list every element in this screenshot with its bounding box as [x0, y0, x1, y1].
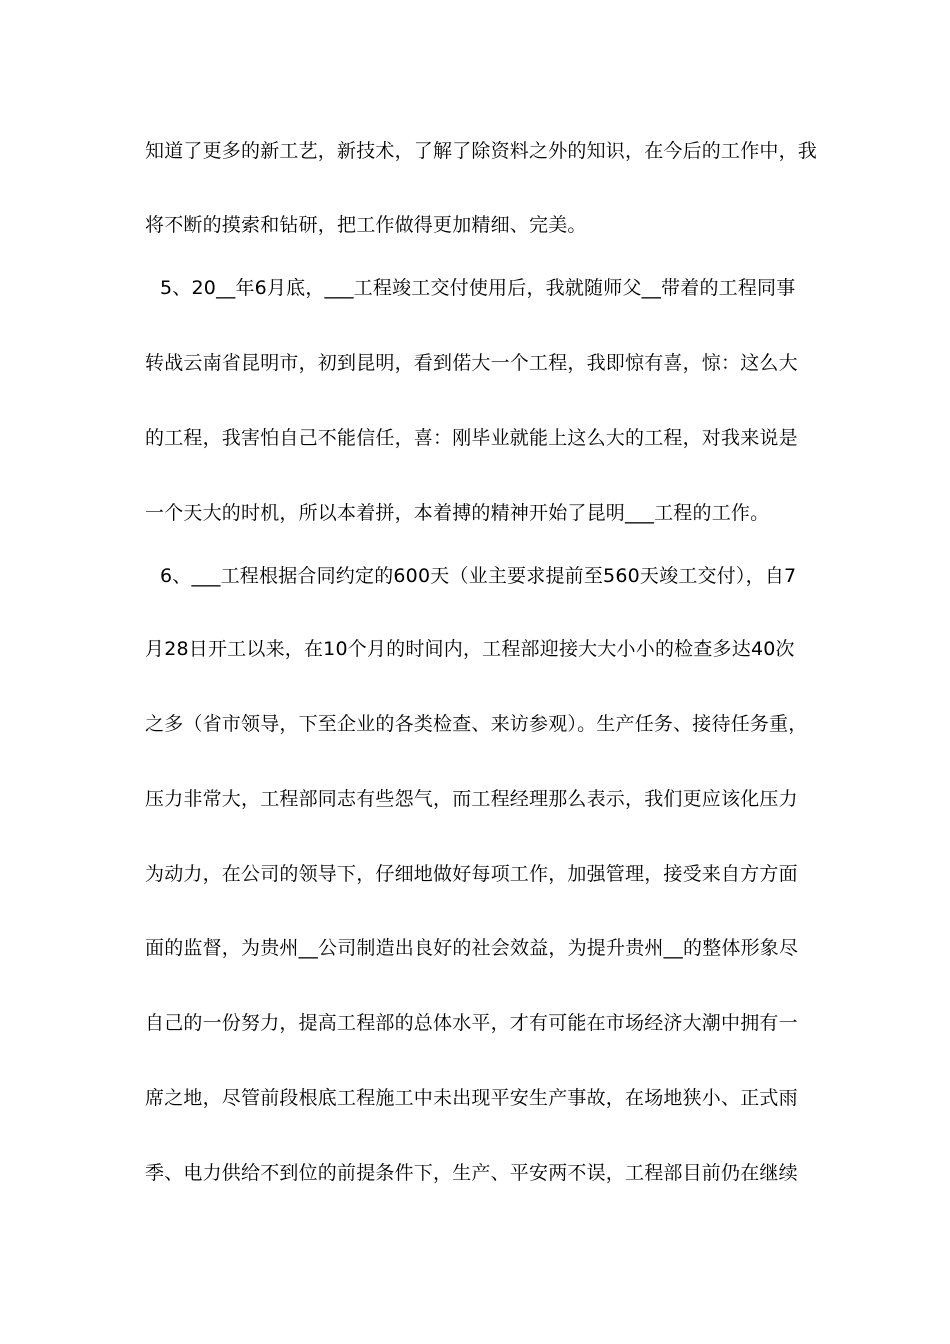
text-line: 为动力，在公司的领导下，仔细地做好每项工作，加强管理，接受来自方方面: [145, 863, 798, 885]
text-line: 一个天大的时机，所以本着拼，本着搏的精神开始了昆明___工程的工作。: [145, 502, 770, 524]
text-line: 之多（省市领导，下至企业的各类检查、来访参观）。生产任务、接待任务重，: [145, 713, 808, 735]
paragraph-6-first-line: 6、___工程根据合同约定的600天（业主要求提前至560天竣工交付），自7: [160, 565, 797, 587]
text-line: 面的监督，为贵州__公司制造出良好的社会效益，为提升贵州__的整体形象尽: [145, 937, 799, 959]
text-line: 季、电力供给不到位的前提条件下，生产、平安两不误，工程部目前仍在继续: [145, 1162, 798, 1184]
text-line: 自己的一份努力，提高工程部的总体水平，才有可能在市场经济大潮中拥有一: [145, 1012, 798, 1034]
text-line: 知道了更多的新工艺，新技术，了解了除资料之外的知识，在今后的工作中，我: [145, 140, 818, 162]
text-line: 的工程，我害怕自己不能信任，喜：刚毕业就能上这么大的工程，对我来说是: [145, 427, 798, 449]
paragraph-5-first-line: 5、20__年6月底，___工程竣工交付使用后，我就随师父__带着的工程同事: [160, 277, 796, 299]
text-line: 压力非常大，工程部同志有些怨气，而工程经理那么表示，我们更应该化压力: [145, 788, 798, 810]
text-line: 月28日开工以来，在10个月的时间内，工程部迎接大大小小的检查多达40次: [145, 638, 795, 660]
text-line: 将不断的摸索和钻研，把工作做得更加精细、完美。: [145, 214, 587, 236]
text-line: 转战云南省昆明市，初到昆明，看到偌大一个工程，我即惊有喜，惊：这么大: [145, 352, 798, 374]
text-line: 席之地，尽管前段根底工程施工中未出现平安生产事故，在场地狭小、正式雨: [145, 1087, 798, 1109]
